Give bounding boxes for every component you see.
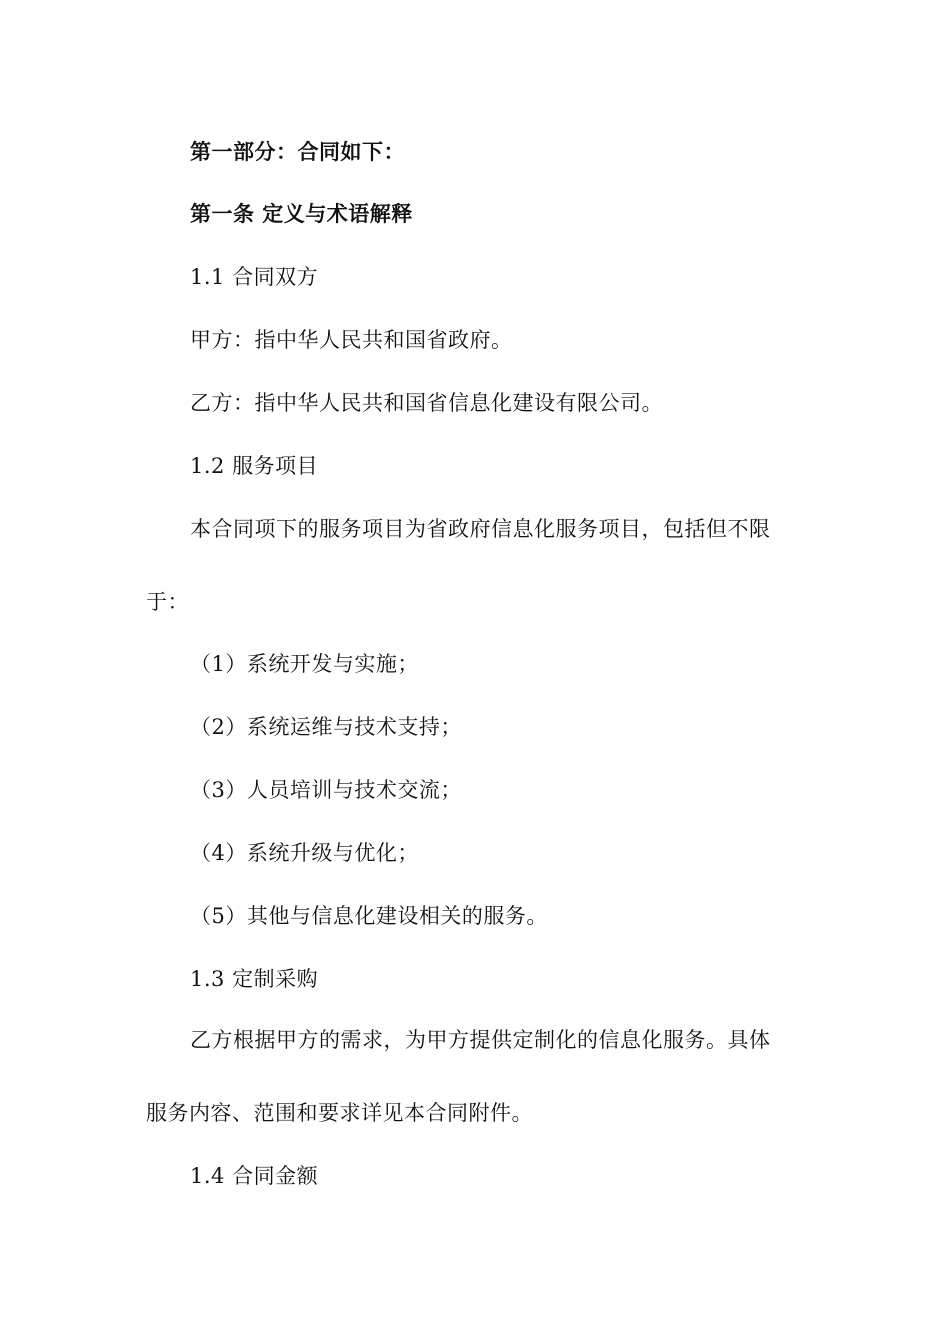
party-b-definition: 乙方：指中华人民共和国省信息化建设有限公司。 (190, 391, 663, 415)
section-1-3-text-line-2: 服务内容、范围和要求详见本合同附件。 (146, 1101, 533, 1125)
part-heading: 第一部分：合同如下： (190, 140, 405, 164)
list-item: （2）系统运维与技术支持； (190, 715, 462, 739)
party-a-definition: 甲方：指中华人民共和国省政府。 (190, 328, 513, 352)
article-heading: 第一条 定义与术语解释 (190, 202, 413, 226)
list-item: （3）人员培训与技术交流； (190, 778, 462, 802)
section-1-1-title: 1.1 合同双方 (190, 265, 319, 289)
section-1-3-text-line-1: 乙方根据甲方的需求，为甲方提供定制化的信息化服务。具体 (190, 1028, 771, 1052)
list-item: （4）系统升级与优化； (190, 841, 419, 865)
section-1-2-title: 1.2 服务项目 (190, 454, 319, 478)
section-1-3-title: 1.3 定制采购 (190, 967, 319, 991)
section-1-2-text-line-1: 本合同项下的服务项目为省政府信息化服务项目，包括但不限 (190, 517, 771, 541)
section-1-2-text-line-2: 于： (146, 590, 189, 614)
section-1-4-title: 1.4 合同金额 (190, 1164, 319, 1188)
list-item: （5）其他与信息化建设相关的服务。 (190, 904, 548, 928)
list-item: （1）系统开发与实施； (190, 652, 419, 676)
